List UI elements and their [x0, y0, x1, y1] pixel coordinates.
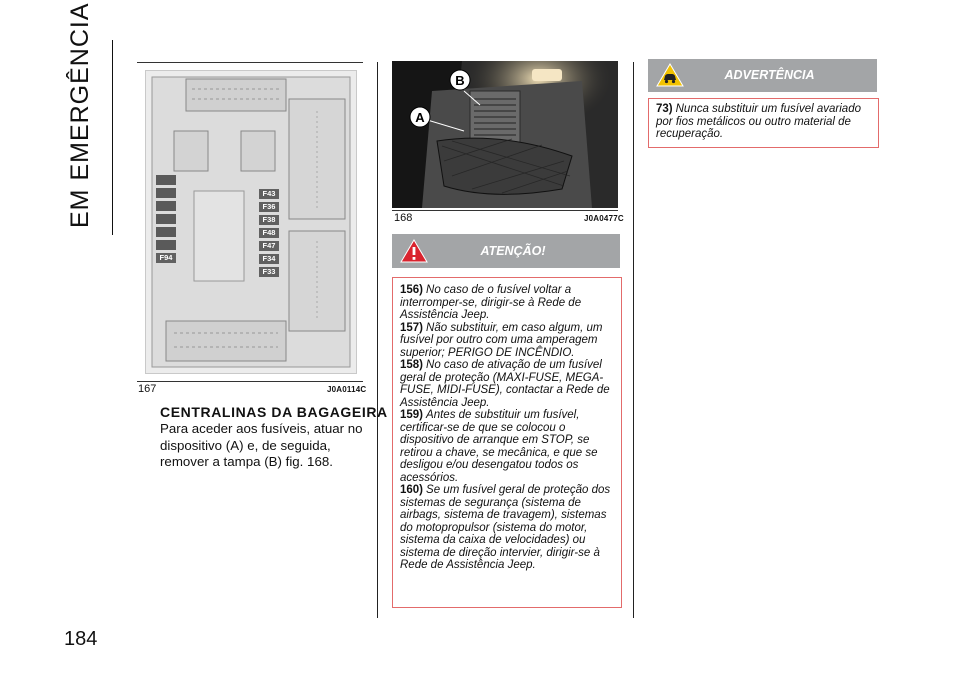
fuse-label: F38	[259, 215, 279, 225]
fuse-label: F48	[259, 228, 279, 238]
figure-167-number: 167	[138, 383, 157, 395]
section-body: Para aceder aos fusíveis, atuar no dispositivo (A) e, de seguida, remover a tampa (B) fig. 168.	[160, 421, 363, 469]
figure-168-number: 168	[394, 212, 413, 224]
attention-note	[400, 484, 613, 572]
note-number: 156)	[400, 284, 424, 296]
attention-title: ATENÇÃO!	[480, 244, 546, 258]
fuse-label: F43	[259, 189, 279, 199]
warning-box	[648, 98, 879, 148]
column-divider-1	[377, 62, 378, 618]
trunk-photo-drawing	[392, 61, 618, 208]
warning-title: ADVERTÊNCIA	[724, 68, 815, 82]
attention-notes	[393, 278, 621, 572]
figure-168-code: J0A0477C	[584, 214, 624, 223]
figure-167-caption-rule	[137, 381, 363, 382]
warning-note	[656, 103, 870, 141]
fuse-label: F33	[259, 267, 279, 277]
warning-triangle-icon	[400, 239, 428, 263]
attention-note	[400, 284, 613, 322]
note-number: 73)	[656, 103, 673, 115]
note-text: No caso de o fusível voltar a interromper-se, dirigir-se à Rede de Assistência Jeep.	[400, 284, 582, 321]
fuse-label: F36	[259, 202, 279, 212]
note-number: 158)	[400, 359, 424, 371]
car-warning-icon	[656, 63, 684, 87]
note-number: 159)	[400, 409, 424, 421]
attention-note	[400, 359, 613, 409]
figure-167-top-rule	[137, 62, 363, 63]
attention-note	[400, 409, 613, 484]
note-text: Não substituir, em caso algum, um fusível por outro com uma amperagem superior; PERIGO DE INCÊNDIO.	[400, 321, 603, 359]
chapter-title: EM EMERGÊNCIA	[66, 2, 94, 228]
fuse-slot	[156, 240, 176, 250]
fuse-label-f94: F94	[156, 253, 176, 263]
note-text: No caso de ativação de um fusível geral de proteção (MAXI-FUSE, MEGA-FUSE, MIDI-FUSE), contactar a Rede de Assistência Jeep.	[400, 359, 610, 409]
note-text: Antes de substituir um fusível, certificar-se de que se colocou o dispositivo de arranque em STOP, se retirou a chave, se mecânica, e que se desligou e/ou desengatou todos os acessórios.	[400, 409, 598, 484]
figure-168-caption-rule	[392, 210, 618, 211]
section-heading: CENTRALINAS DA BAGAGEIRA	[160, 404, 388, 420]
figure-168-photo	[392, 61, 618, 208]
attention-banner	[392, 234, 620, 268]
note-number: 157)	[400, 321, 424, 334]
sidebar-rule	[112, 40, 113, 235]
warning-banner	[648, 59, 877, 92]
attention-note	[400, 322, 613, 360]
callout-a: A	[415, 110, 425, 125]
column-divider-2	[633, 62, 634, 618]
figure-167-fuse-box	[145, 70, 357, 374]
fuse-slot	[156, 227, 176, 237]
figure-167-code: J0A0114C	[327, 385, 367, 394]
fuse-slot	[156, 188, 176, 198]
labeled-fuse-column	[259, 189, 281, 281]
note-number: 160)	[400, 484, 424, 496]
note-text: Se um fusível geral de proteção dos sistemas de segurança (sistema de airbags, sistema de travagem), sistemas do motopropulsor (sistema do motor, sistema da caixa de velocidades) ou sistema de direção intervier, dirigir-se à Rede de Assistência Jeep.	[400, 484, 611, 571]
fuse-slot	[156, 175, 176, 185]
fuse-label: F47	[259, 241, 279, 251]
note-text: Nunca substituir um fusível avariado por fios metálicos ou outro material de recuperação.	[656, 103, 861, 140]
left-fuse-column	[156, 175, 178, 265]
fuse-label: F34	[259, 254, 279, 264]
fuse-slot	[156, 201, 176, 211]
page-number: 184	[64, 628, 98, 650]
fuse-slot	[156, 214, 176, 224]
warning-notes	[649, 99, 878, 141]
attention-box	[392, 277, 622, 608]
callout-b: B	[455, 73, 465, 88]
